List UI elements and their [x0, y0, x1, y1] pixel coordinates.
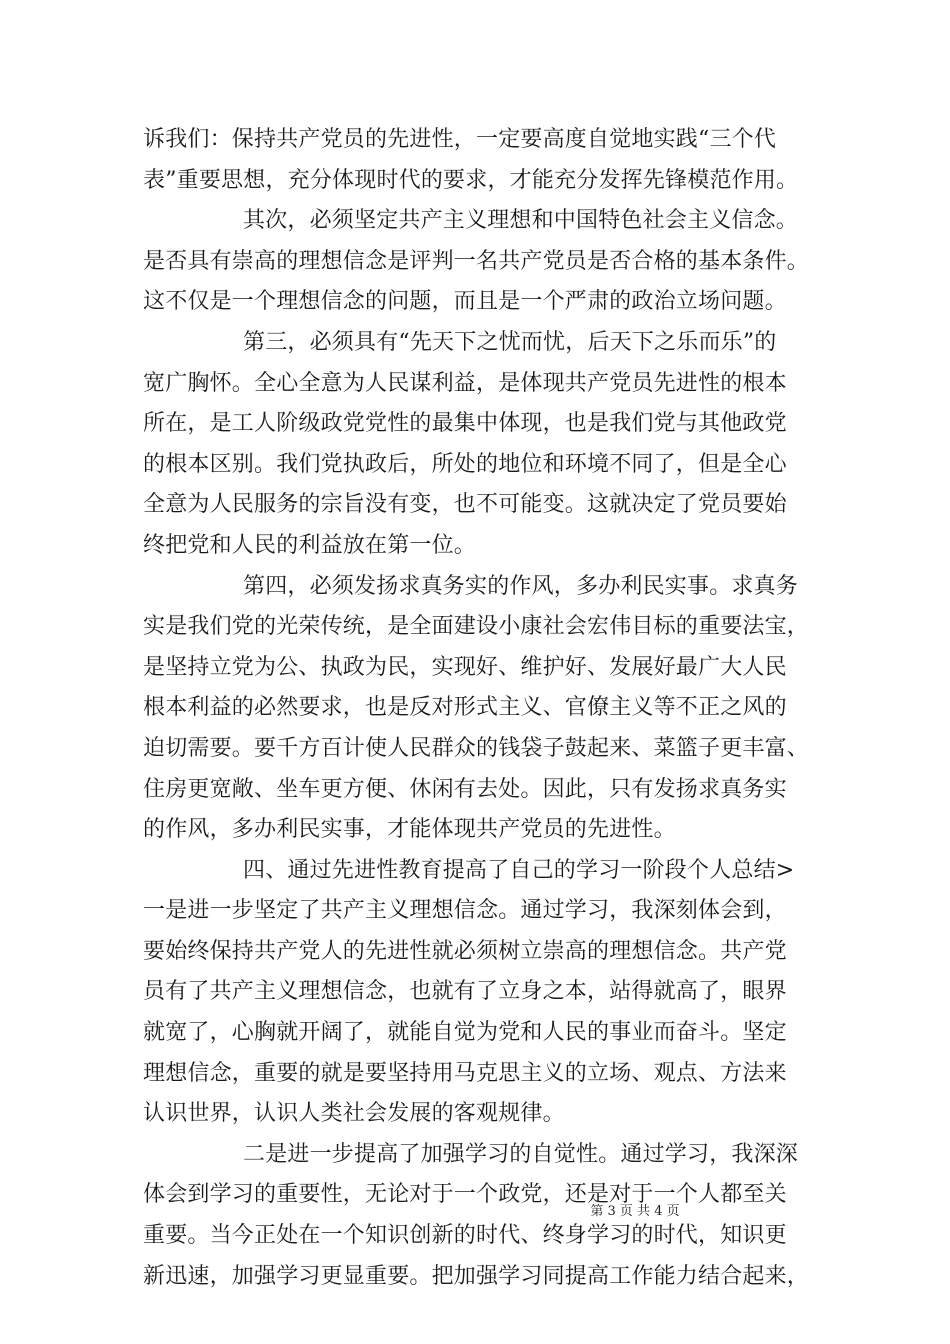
- text-line: 表”重要思想，充分体现时代的要求，才能充分发挥先锋模范作用。: [143, 167, 799, 193]
- text-line: 第四，必须发扬求真务实的作风，多办利民实事。求真务: [243, 573, 799, 599]
- page-footer: [0, 1200, 950, 1219]
- text-line: 全意为人民服务的宗旨没有变，也不可能变。这就决定了党员要始: [143, 492, 787, 518]
- text-line: 认识世界，认识人类社会发展的客观规律。: [143, 1101, 565, 1127]
- text-line: 重要。当今正处在一个知识创新的时代、终身学习的时代，知识更: [143, 1223, 787, 1249]
- text-line: 其次，必须坚定共产主义理想和中国特色社会主义信念。: [243, 208, 799, 234]
- text-line: 新迅速，加强学习更显重要。把加强学习同提高工作能力结合起来，: [143, 1263, 810, 1289]
- text-line: 理想信念，重要的就是要坚持用马克思主义的立场、观点、方法来: [143, 1060, 787, 1086]
- text-line: 实是我们党的光荣传统，是全面建设小康社会宏伟目标的重要法宝，: [143, 614, 810, 640]
- text-line: 体会到学习的重要性，无论对于一个政党，还是对于一个人都至关: [143, 1182, 787, 1208]
- text-line: 第三，必须具有“先天下之忧而忧，后天下之乐而乐”的: [243, 329, 777, 355]
- page-number: 第 3 页 共 4 页: [590, 1204, 680, 1219]
- text-line: 住房更宽敞、坐车更方便、休闲有去处。因此，只有发扬求真务实: [143, 776, 787, 802]
- text-line: 宽广胸怀。全心全意为人民谋利益，是体现共产党员先进性的根本: [143, 370, 787, 396]
- document-body: [143, 120, 823, 1297]
- text-line: 的根本区别。我们党执政后，所处的地位和环境不同了，但是全心: [143, 451, 787, 477]
- text-line: 的作风，多办利民实事，才能体现共产党员的先进性。: [143, 817, 676, 843]
- text-line: 就宽了，心胸就开阔了，就能自觉为党和人民的事业而奋斗。坚定: [143, 1020, 787, 1046]
- text-line: 一是进一步坚定了共产主义理想信念。通过学习，我深刻体会到，: [143, 898, 787, 924]
- text-line: 迫切需要。要千方百计使人民群众的钱袋子鼓起来、菜篮子更丰富、: [143, 735, 810, 761]
- text-line: 诉我们：保持共产党员的先进性，一定要高度自觉地实践“三个代: [143, 127, 777, 152]
- text-line: 所在，是工人阶级政党党性的最集中体现，也是我们党与其他政党: [143, 411, 787, 437]
- text-line: 根本利益的必然要求，也是反对形式主义、官僚主义等不正之风的: [143, 695, 787, 721]
- text-line: 二是进一步提高了加强学习的自觉性。通过学习，我深深: [243, 1141, 799, 1167]
- text-line: 要始终保持共产党人的先进性就必须树立崇高的理想信念。共产党: [143, 938, 787, 964]
- text-line: 是否具有崇高的理想信念是评判一名共产党员是否合格的基本条件。: [143, 248, 810, 274]
- text-line: 这不仅是一个理想信念的问题，而且是一个严肃的政治立场问题。: [143, 289, 787, 315]
- text-line: 是坚持立党为公、执政为民，实现好、维护好、发展好最广大人民: [143, 654, 787, 680]
- text-line: 终把党和人民的利益放在第一位。: [143, 532, 477, 558]
- text-line: 员有了共产主义理想信念，也就有了立身之本，站得就高了，眼界: [143, 979, 787, 1005]
- text-line: 四、通过先进性教育提高了自己的学习一阶段个人总结>: [243, 857, 795, 883]
